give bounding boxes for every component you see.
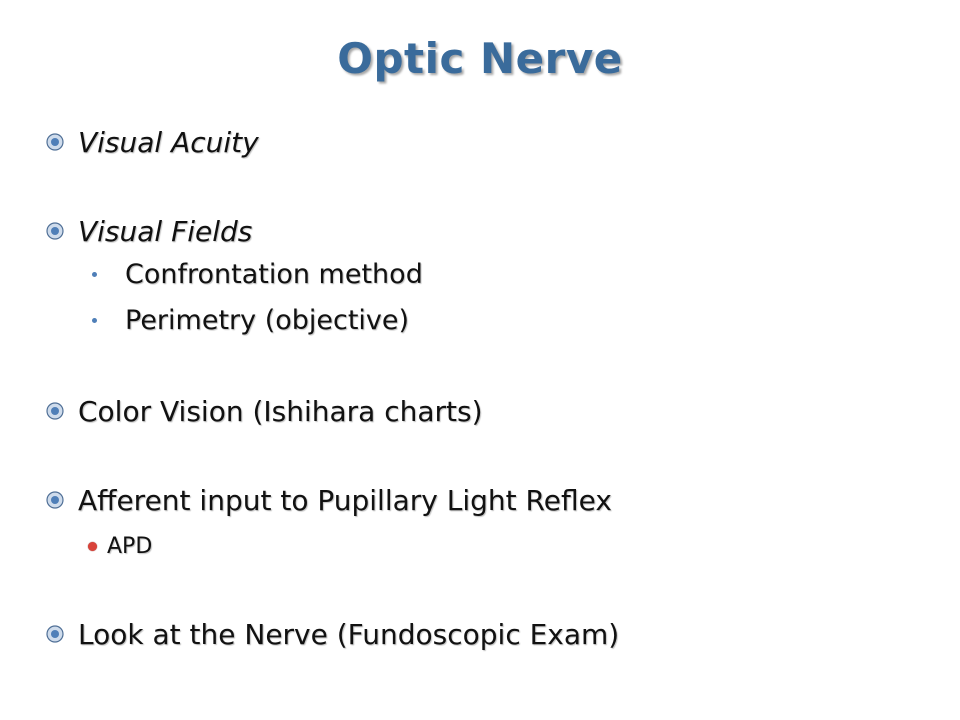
bullet-item-afferent-input — [46, 480, 612, 520]
ring-bullet-icon — [46, 491, 64, 509]
bullet-text: Color Vision (Ishihara charts) — [78, 394, 483, 428]
sub-item-apd — [88, 531, 152, 561]
red-dot-bullet-icon — [88, 542, 97, 551]
sub-item-perimetry — [92, 302, 409, 338]
sub-item-text: APD — [107, 533, 153, 559]
sub-item-text: Confrontation method — [125, 258, 423, 290]
dot-bullet-icon — [92, 318, 97, 323]
ring-bullet-icon — [46, 625, 64, 643]
bullet-item-visual-acuity — [46, 122, 259, 162]
bullet-text: Look at the Nerve (Fundoscopic Exam) — [78, 617, 620, 651]
dot-bullet-icon — [92, 272, 97, 277]
bullet-text: Visual Acuity — [78, 125, 259, 159]
bullet-item-visual-fields — [46, 211, 252, 251]
bullet-text: Visual Fields — [78, 214, 253, 248]
bullet-item-color-vision — [46, 391, 483, 431]
sub-item-text: Perimetry (objective) — [125, 304, 410, 336]
slide-title: Optic Nerve — [337, 34, 623, 83]
bullet-text: Afferent input to Pupillary Light Reflex — [78, 483, 612, 517]
sub-item-confrontation — [92, 256, 423, 292]
bullet-item-fundoscopic — [46, 614, 619, 654]
ring-bullet-icon — [46, 133, 64, 151]
ring-bullet-icon — [46, 222, 64, 240]
ring-bullet-icon — [46, 402, 64, 420]
